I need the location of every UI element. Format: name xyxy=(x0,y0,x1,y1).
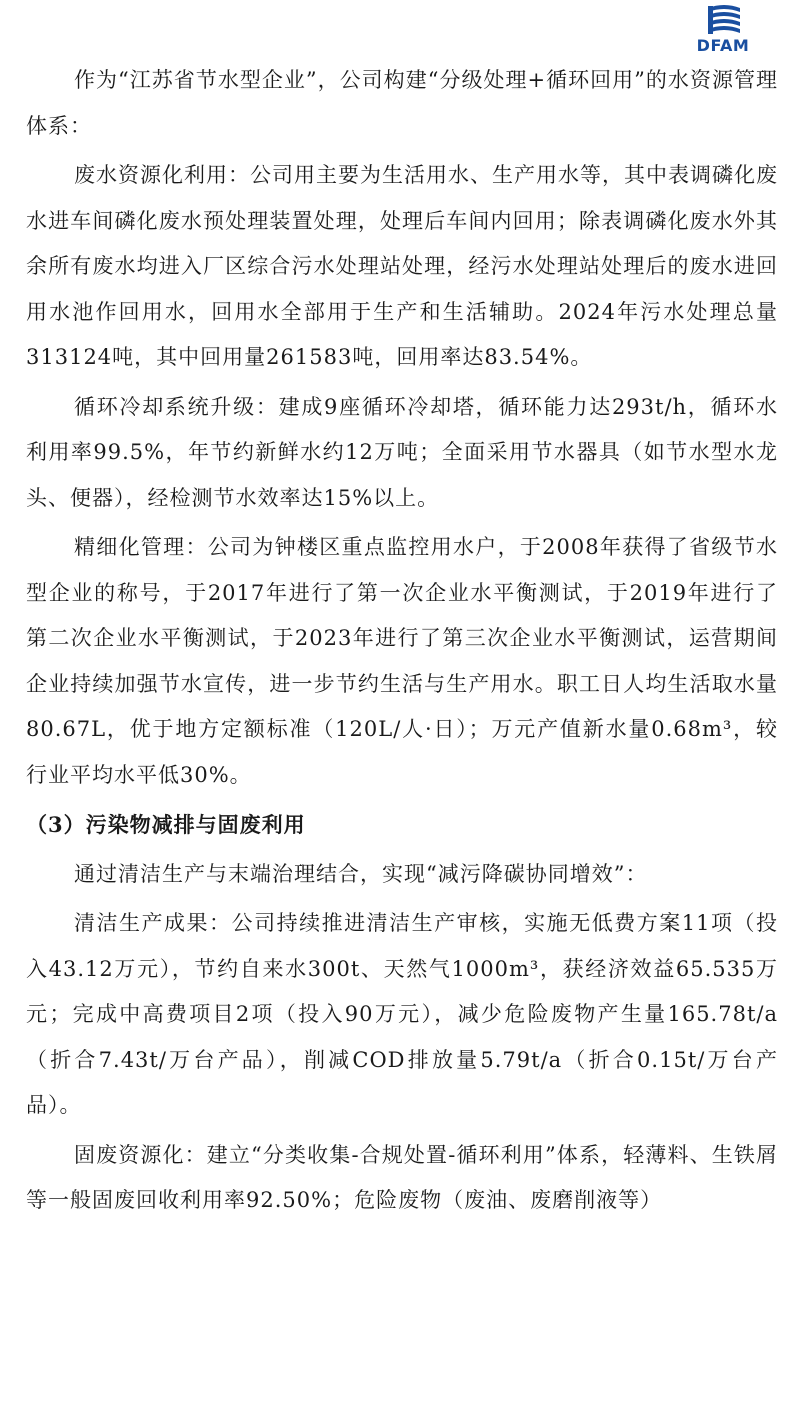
dfam-logo-icon xyxy=(688,2,758,38)
paragraph-cooling: 循环冷却系统升级：建成9座循环冷却塔，循环能力达293t/h，循环水利用率99.5%，年节约新鲜水约12万吨；全面采用节水器具（如节水型水龙头、便器），经检测节水效率达15%以上。 xyxy=(26,394,778,510)
company-logo xyxy=(688,2,758,58)
paragraph-intro: 作为“江苏省节水型企业”，公司构建“分级处理+循环回用”的水资源管理体系： xyxy=(26,68,778,138)
paragraph-management: 精细化管理：公司为钟楼区重点监控用水户，于2008年获得了省级节水型企业的称号，于2017年进行了第一次企业水平衡测试，于2019年进行了第二次企业水平衡测试，于2023年进行了第三次企业水平衡测试，运营期间企业持续加强节水宣传，进一步节约生活与生产用水。职工日人均生活取水量80.67L，优于地方定额标准（120L/人·日）；万元产值新水量0.68m³，较行业平均水平低30%。 xyxy=(26,535,778,787)
logo-text: DFAM xyxy=(696,36,750,55)
paragraph-clean-production: 清洁生产成果：公司持续推进清洁生产审核，实施无低费方案11项（投入43.12万元），节约自来水300t、天然气1000m³，获经济效益65.535万元；完成中高费项目2项（投入90万元），减少危险废物产生量165.78t/a（折合7.43t/万台产品），削减COD排放量5.79t/a（折合0.15t/万台产品）。 xyxy=(26,911,778,1117)
document-body xyxy=(26,58,778,1228)
section-heading: （3）污染物减排与固废利用 xyxy=(26,812,306,837)
paragraph-solid-waste: 固废资源化：建立“分类收集-合规处置-循环利用”体系，轻薄料、生铁屑等一般固废回收利用率92.50%；危险废物（废油、废磨削液等） xyxy=(26,1142,778,1212)
paragraph-emission-intro: 通过清洁生产与末端治理结合，实现“减污降碳协同增效”： xyxy=(74,861,648,886)
paragraph-wastewater: 废水资源化利用：公司用主要为生活用水、生产用水等，其中表调磷化废水进车间磷化废水预处理装置处理，处理后车间内回用；除表调磷化废水外其余所有废水均进入厂区综合污水处理站处理，经污水处理站处理后的废水进回用水池作回用水，回用水全部用于生产和生活辅助。2024年污水处理总量313124吨，其中回用量261583吨，回用率达83.54%。 xyxy=(26,163,778,369)
